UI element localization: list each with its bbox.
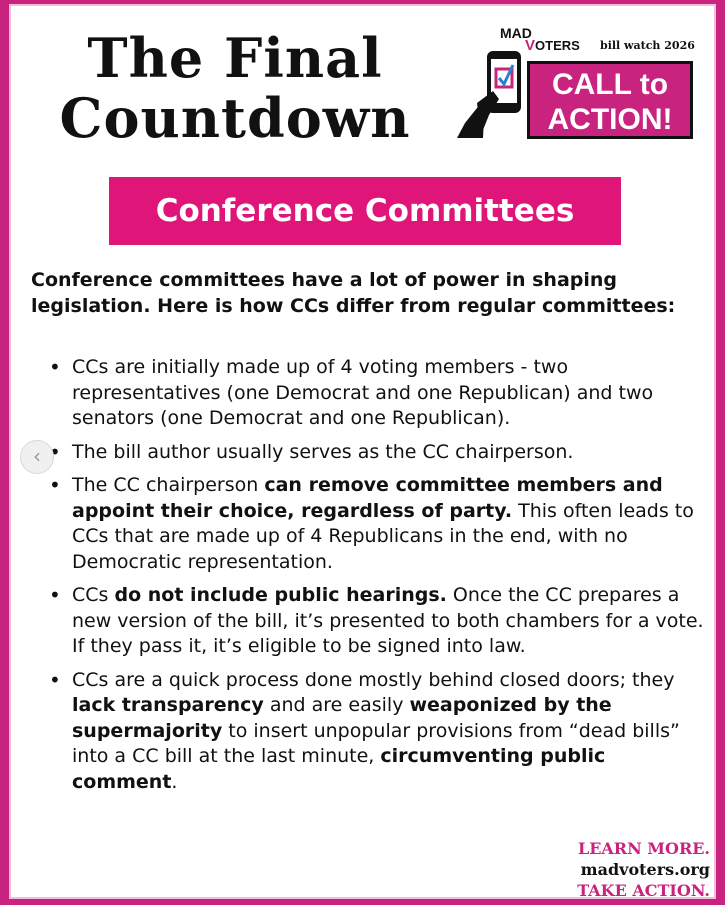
bullet-bold: weaponized by the supermajority [72,694,612,742]
logo-voters-rest: OTERS [535,38,580,53]
take-action-text: TAKE ACTION. [577,881,710,900]
list-item [31,583,706,660]
section-banner: Conference Committees [109,177,621,245]
cta-line-2: ACTION! [547,103,673,136]
previous-slide-button[interactable] [20,440,54,474]
call-to-action-badge [527,61,693,139]
mad-voters-logo [455,25,705,150]
footer-cta [560,838,710,901]
bullet-text: . [171,770,178,793]
bullet-bold: circumventing public comment [72,745,606,793]
title-line-2: Countdown [59,86,411,150]
list-item [31,473,706,575]
list-item [31,668,706,796]
bullet-bold: lack transparency [72,694,264,716]
bullet-text: This often leads to CCs that are made up of 4 Republicans in the end, with no Democratic representation. [72,499,694,573]
bullet-text: The bill author usually serves as the CC chairperson. [72,440,574,463]
title-line-1: The Final [87,26,383,90]
list-item [31,440,706,466]
intro-text: Conference committees have a lot of power in shaping legislation. Here is how CCs differ from regular committees: [31,269,676,317]
cta-line-1: CALL to [551,68,669,101]
list-item [31,355,706,432]
bullet-text: CCs are initially made up of 4 voting members - two representatives (one Democrat and one Republican) and two senators (one Democrat and one Republican). [72,356,654,429]
bullet-text: CCs are a quick process done mostly behind closed doors; they [72,668,675,691]
page-title [40,28,430,148]
learn-more-text: LEARN MORE. [577,839,710,858]
chevron-left-icon: ‹ [33,444,41,468]
bullet-list [31,355,706,803]
logo-mad-text: MAD [500,25,532,41]
logo-voters-initial: V [525,37,536,54]
bullet-text: Once the CC prepares a new version of the bill, it’s presented to both chambers for a vote. If they pass it, it’s eligible to be signed into law. [72,584,704,657]
website-link[interactable]: madvoters.org [580,860,710,879]
hand-phone-icon [455,43,535,143]
bullet-text: The CC chairperson [72,474,265,496]
bullet-text: and are easily [263,694,410,716]
bullet-text: to insert unpopular provisions from “dead bills” into a CC bill at the last minute, [72,719,680,767]
logo-bill-watch-text: bill watch 2026 [600,39,695,52]
bullet-bold: do not include public hearings. [114,584,447,606]
bullet-bold: can remove committee members and appoint their choice, regardless of party. [72,474,663,522]
bullet-text: CCs [72,584,115,606]
